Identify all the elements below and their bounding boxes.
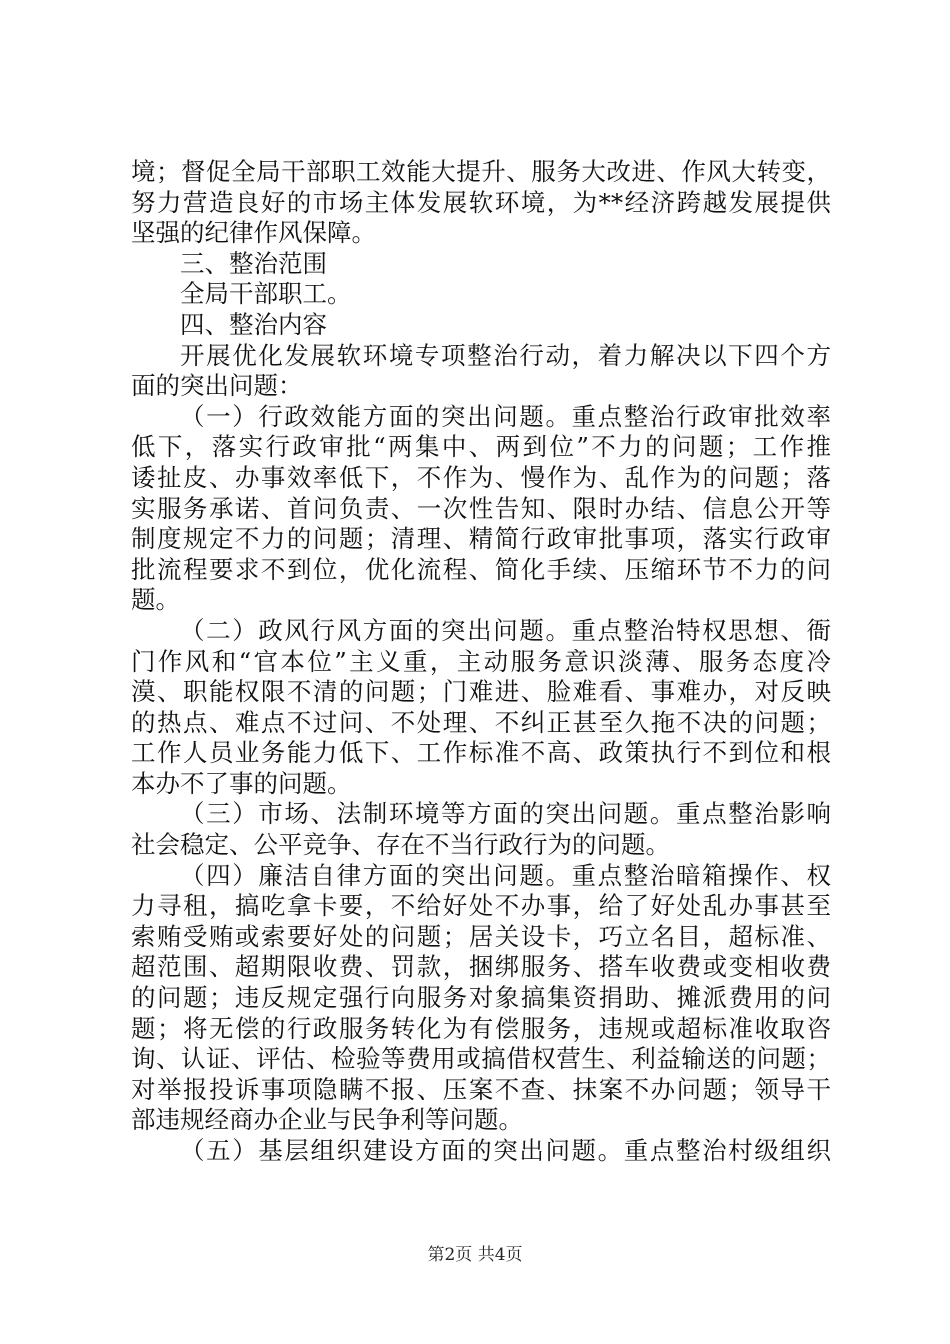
text-line: 本办不了事的问题。 bbox=[131, 768, 352, 798]
text-line: 境；督促全局干部职工效能大提升、服务大改进、作风大转变， bbox=[131, 157, 831, 186]
text-line: 制度规定不力的问题；清理、精简行政审批事项，落实行政审 bbox=[131, 524, 831, 554]
text-line: （五）基层组织建设方面的突出问题。重点整治村级组织 bbox=[180, 1136, 831, 1165]
document-body bbox=[131, 157, 831, 1167]
text-line: 漠、职能权限不清的问题；门难进、脸难看、事难办，对反映 bbox=[131, 677, 831, 707]
text-line: 开展优化发展软环境专项整治行动，着力解决以下四个方 bbox=[180, 340, 831, 370]
text-line: 询、认证、评估、检验等费用或搞借权营生、利益输送的问题； bbox=[131, 1044, 831, 1074]
text-line: 对举报投诉事项隐瞒不报、压案不查、抹案不办问题；领导干 bbox=[131, 1074, 831, 1104]
text-line: 题。 bbox=[131, 585, 180, 615]
text-line: （一）行政效能方面的突出问题。重点整治行政审批效率 bbox=[180, 401, 831, 431]
text-line: 力寻租，搞吃拿卡要，不给好处不办事，给了好处乱办事甚至 bbox=[131, 891, 831, 921]
text-line: 的热点、难点不过问、不处理、不纠正甚至久拖不决的问题； bbox=[131, 707, 831, 737]
text-line: （二）政风行风方面的突出问题。重点整治特权思想、衙 bbox=[180, 615, 831, 645]
text-line: 题；将无偿的行政服务转化为有偿服务，违规或超标准收取咨 bbox=[131, 1013, 831, 1043]
text-line: 面的突出问题： bbox=[131, 371, 303, 401]
text-line: 低下，落实行政审批“两集中、两到位”不力的问题；工作推 bbox=[131, 432, 831, 462]
text-line: 门作风和“官本位”主义重，主动服务意识淡薄、服务态度冷 bbox=[131, 646, 831, 676]
text-line: 努力营造良好的市场主体发展软环境，为**经济跨越发展提供 bbox=[131, 187, 831, 217]
text-line: 坚强的纪律作风保障。 bbox=[131, 218, 376, 248]
text-line: 工作人员业务能力低下、工作标准不高、政策执行不到位和根 bbox=[131, 738, 831, 768]
text-line: 全局干部职工。 bbox=[180, 279, 352, 309]
text-line: （四）廉洁自律方面的突出问题。重点整治暗箱操作、权 bbox=[180, 860, 831, 890]
text-line: 社会稳定、公平竞争、存在不当行政行为的问题。 bbox=[131, 830, 670, 860]
page-footer: 第2页 共4页 bbox=[427, 1245, 523, 1265]
text-line: 三、整治范围 bbox=[180, 248, 327, 278]
text-line: 批流程要求不到位，优化流程、简化手续、压缩环节不力的问 bbox=[131, 554, 831, 584]
text-line: 四、整治内容 bbox=[180, 309, 327, 339]
text-line: 部违规经商办企业与民争利等问题。 bbox=[131, 1105, 523, 1135]
text-line: 索贿受贿或索要好处的问题；居关设卡，巧立名目，超标准、 bbox=[131, 921, 831, 951]
text-line: 的问题；违反规定强行向服务对象搞集资捐助、摊派费用的问 bbox=[131, 983, 831, 1013]
text-line: 实服务承诺、首问负责、一次性告知、限时办结、信息公开等 bbox=[131, 493, 831, 523]
text-line: 超范围、超期限收费、罚款，捆绑服务、搭车收费或变相收费 bbox=[131, 952, 831, 982]
text-line: （三）市场、法制环境等方面的突出问题。重点整治影响 bbox=[180, 799, 831, 829]
text-line: 诿扯皮、办事效率低下，不作为、慢作为、乱作为的问题；落 bbox=[131, 462, 831, 492]
